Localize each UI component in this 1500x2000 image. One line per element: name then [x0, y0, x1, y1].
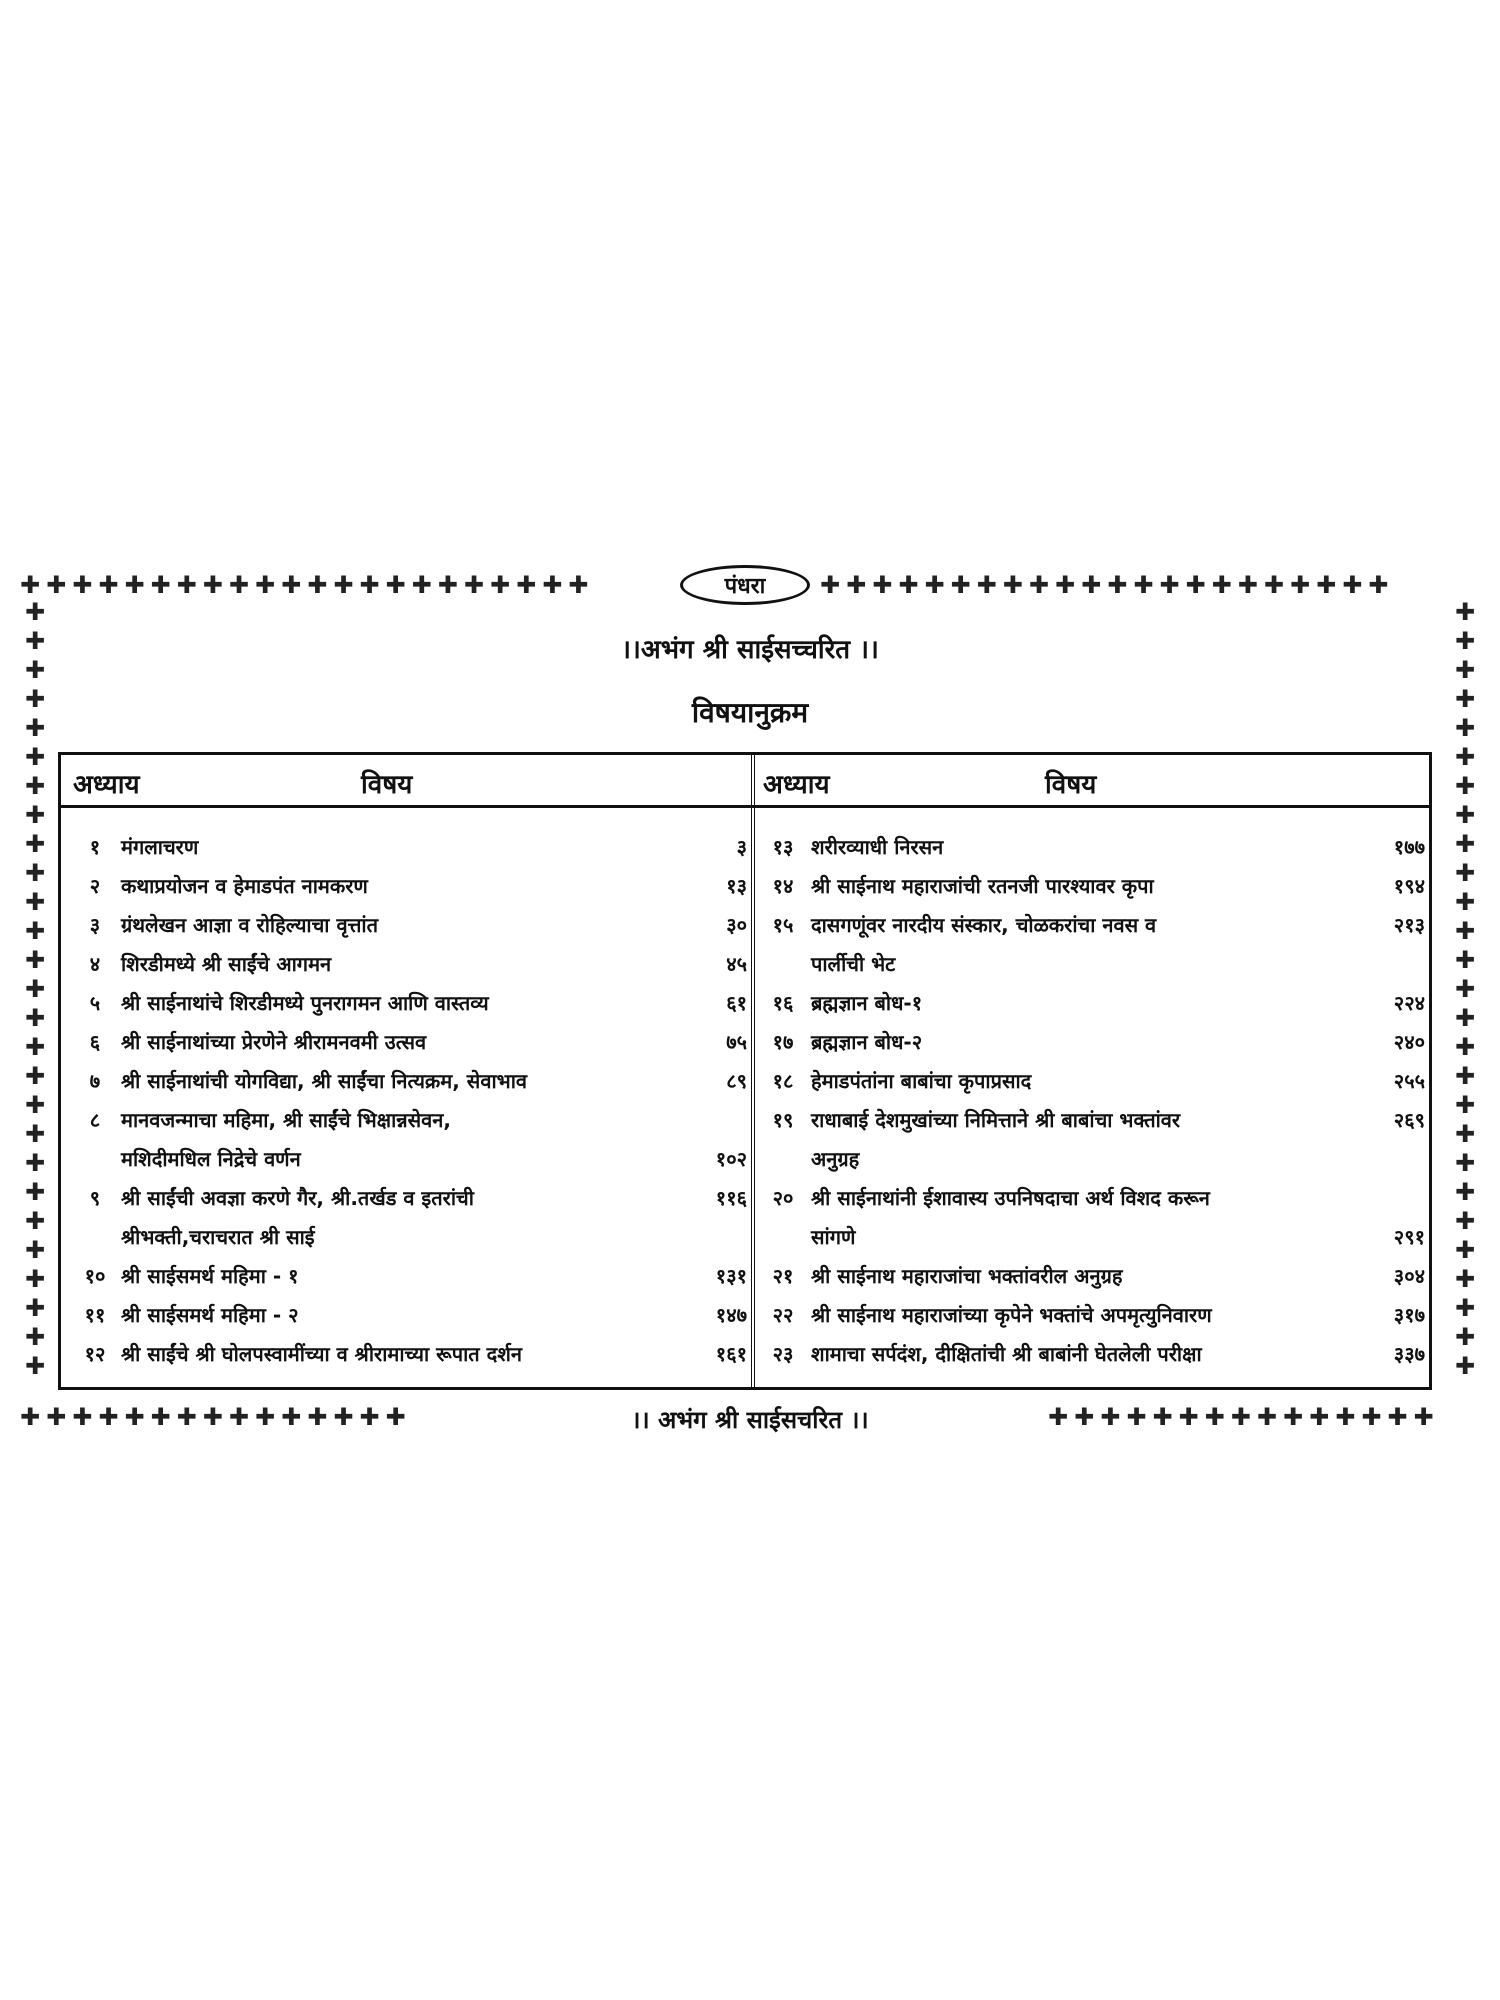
chapter-title: शिरडीमध्ये श्री साईंचे आगमन — [121, 952, 332, 976]
chapter-title: मंगलाचरण — [121, 835, 199, 859]
page-number: ३०४ — [1393, 1264, 1425, 1288]
page-number: ३ — [736, 835, 747, 859]
page-number: २१३ — [1393, 913, 1425, 937]
chapter-number: २ — [89, 874, 101, 898]
page-number: ३० — [726, 913, 747, 937]
chapter-title: राधाबाई देशमुखांच्या निमित्ताने श्री बाबांचा भक्तांवर — [811, 1108, 1181, 1132]
chapter-number: १२ — [84, 1342, 106, 1366]
chapter-number: १७ — [772, 1030, 794, 1054]
toc-entry — [61, 1254, 755, 1293]
subject-column-heading: विषय — [361, 770, 413, 800]
toc-entry — [61, 1332, 755, 1371]
chapter-title: ब्रह्मज्ञान बोध-१ — [811, 991, 923, 1015]
toc-entry — [61, 1293, 755, 1332]
subject-column-heading: विषय — [1045, 770, 1097, 800]
toc-entry — [61, 1020, 755, 1059]
chapter-number: १५ — [772, 913, 794, 937]
chapter-title: ग्रंथलेखन आज्ञा व रोहिल्याचा वृत्तांत — [121, 913, 378, 937]
chapter-number: १४ — [772, 874, 794, 898]
toc-entry — [61, 864, 755, 903]
chapter-number: ८ — [89, 1108, 101, 1132]
chapter-title-continuation: पार्लीची भेट — [811, 952, 896, 976]
left-column-header — [61, 755, 755, 808]
toc-entry — [755, 1020, 1429, 1059]
page-number: ११६ — [715, 1186, 747, 1210]
toc-entry — [61, 981, 755, 1020]
chapter-title: हेमाडपंतांना बाबांचा कृपाप्रसाद — [811, 1069, 1032, 1093]
toc-entry — [755, 1098, 1429, 1176]
chapter-title: दासगणूंवर नारदीय संस्कार, चोळकरांचा नवस व — [811, 913, 1157, 937]
chapter-title-continuation: सांगणे — [811, 1225, 856, 1249]
chapter-title: श्री साईनाथांची योगविद्या, श्री साईंचा नित्यक्रम, सेवाभाव — [121, 1069, 527, 1093]
page-number: २५५ — [1393, 1069, 1425, 1093]
page-number: ८९ — [726, 1069, 747, 1093]
chapter-title-continuation: मशिदीमधिल निद्रेचे वर्णन — [121, 1147, 301, 1171]
page-number: ७५ — [726, 1030, 747, 1054]
chapter-title-continuation: अनुग्रह — [811, 1147, 860, 1171]
chapter-number: ११ — [84, 1303, 106, 1327]
right-column-header — [755, 755, 1429, 808]
chapter-title: श्री साईनाथ महाराजांच्या कृपेने भक्तांचे अपमृत्युनिवारण — [811, 1303, 1212, 1327]
toc-entry — [755, 903, 1429, 981]
toc-entry — [755, 1176, 1429, 1254]
chapter-title: शामाचा सर्पदंश, दीक्षितांची श्री बाबांनी घेतलेली परीक्षा — [811, 1342, 1202, 1366]
page-number: १०२ — [715, 1147, 747, 1171]
chapter-title: श्री साईनाथांनी ईशावास्य उपनिषदाचा अर्थ विशद करून — [811, 1186, 1210, 1210]
page-number: २४० — [1393, 1030, 1425, 1054]
chapter-title: श्री साईंचे श्री घोलपस्वामींच्या व श्रीरामाच्या रूपात दर्शन — [121, 1342, 522, 1366]
chapter-number: ७ — [89, 1069, 101, 1093]
chapter-number: ५ — [89, 991, 101, 1015]
chapter-title: श्री साईनाथांच्या प्रेरणेने श्रीरामनवमी उत्सव — [121, 1030, 427, 1054]
chapter-number: २१ — [772, 1264, 794, 1288]
right-plus-border: ✚ ✚ ✚ ✚ ✚ ✚ ✚ ✚ ✚ ✚ ✚ ✚ ✚ ✚ ✚ ✚ ✚ ✚ ✚ ✚ ✚ ✚ ✚ ✚ ✚ ✚ ✚ — [1454, 598, 1476, 1380]
page-number: १६१ — [715, 1342, 747, 1366]
section-title: विषयानुक्रम — [691, 696, 809, 729]
toc-entry — [755, 1293, 1429, 1332]
toc-entry — [61, 903, 755, 942]
toc-entry — [61, 942, 755, 981]
left-entry-list — [61, 825, 755, 1371]
chapter-number: ६ — [89, 1030, 101, 1054]
bottom-right-plus-border: ✚✚✚✚✚✚✚✚✚✚✚✚✚✚✚ — [1048, 1404, 1440, 1430]
chapter-title: श्री साईंची अवज्ञा करणे गैर, श्री.तर्खड व इतरांची — [121, 1186, 474, 1210]
toc-entry — [755, 864, 1429, 903]
toc-table — [58, 752, 1432, 1390]
chapter-title: ब्रह्मज्ञान बोध-२ — [811, 1030, 923, 1054]
chapter-number: २० — [772, 1186, 794, 1210]
chapter-number: ४ — [89, 952, 101, 976]
chapter-number: ९ — [89, 1186, 101, 1210]
chapter-number: १९ — [772, 1108, 794, 1132]
page-number: ३३७ — [1393, 1342, 1425, 1366]
chapter-column-heading: अध्याय — [73, 770, 140, 800]
toc-entry — [61, 1098, 755, 1176]
left-plus-border: ✚ ✚ ✚ ✚ ✚ ✚ ✚ ✚ ✚ ✚ ✚ ✚ ✚ ✚ ✚ ✚ ✚ ✚ ✚ ✚ ✚ ✚ ✚ ✚ ✚ ✚ ✚ — [24, 598, 46, 1380]
page-number: २९१ — [1393, 1225, 1425, 1249]
toc-entry — [61, 1176, 755, 1254]
chapter-number: १ — [89, 835, 101, 859]
toc-right-column — [755, 755, 1429, 1387]
page-number: १३१ — [715, 1264, 747, 1288]
toc-entry — [61, 825, 755, 864]
chapter-title-continuation: श्रीभक्ती,चराचरात श्री साई — [121, 1225, 315, 1249]
chapter-number: २२ — [772, 1303, 794, 1327]
top-left-plus-border: ✚✚✚✚✚✚✚✚✚✚✚✚✚✚✚✚✚✚✚✚✚✚ — [20, 572, 595, 598]
page-number: १७७ — [1393, 835, 1425, 859]
page-number: १३ — [726, 874, 747, 898]
chapter-number: १३ — [772, 835, 794, 859]
chapter-number: ३ — [89, 913, 101, 937]
page-number: ६१ — [726, 991, 747, 1015]
page-number-badge: पंधरा — [680, 565, 810, 605]
page-number: २२४ — [1393, 991, 1425, 1015]
toc-entry — [61, 1059, 755, 1098]
chapter-number: १८ — [772, 1069, 794, 1093]
page-number: ४५ — [726, 952, 747, 976]
page-number: २६९ — [1393, 1108, 1425, 1132]
toc-left-column — [61, 755, 755, 1387]
bottom-left-plus-border: ✚✚✚✚✚✚✚✚✚✚✚✚✚✚✚ — [20, 1404, 412, 1430]
chapter-number: २३ — [772, 1342, 794, 1366]
footer-title: ।। अभंग श्री साईसचरित ।। — [631, 1406, 869, 1434]
toc-entry — [755, 1332, 1429, 1371]
right-entry-list — [755, 825, 1429, 1371]
chapter-title: मानवजन्माचा महिमा, श्री साईंचे भिक्षान्नसेवन, — [121, 1108, 451, 1132]
chapter-title: श्री साईनाथ महाराजांचा भक्तांवरील अनुग्रह — [811, 1264, 1123, 1288]
page-number: १९४ — [1393, 874, 1425, 898]
chapter-title: शरीरव्याधी निरसन — [811, 835, 944, 859]
chapter-number: १६ — [772, 991, 794, 1015]
chapter-title: श्री साईसमर्थ महिमा - १ — [121, 1264, 299, 1288]
toc-entry — [755, 1059, 1429, 1098]
toc-entry — [755, 1254, 1429, 1293]
chapter-title: श्री साईनाथांचे शिरडीमध्ये पुनरागमन आणि वास्तव्य — [121, 991, 489, 1015]
header-title: ।।अभंग श्री साईसच्चरित ।। — [621, 635, 879, 665]
toc-entry — [755, 825, 1429, 864]
chapter-number: १० — [84, 1264, 106, 1288]
chapter-title: कथाप्रयोजन व हेमाडपंत नामकरण — [121, 874, 368, 898]
page-number: ३१७ — [1393, 1303, 1425, 1327]
chapter-title: श्री साईसमर्थ महिमा - २ — [121, 1303, 299, 1327]
top-right-plus-border: ✚✚✚✚✚✚✚✚✚✚✚✚✚✚✚✚✚✚✚✚✚✚ — [820, 572, 1395, 598]
chapter-title: श्री साईनाथ महाराजांची रतनजी पारश्यावर कृपा — [811, 874, 1154, 898]
page-number: १४७ — [715, 1303, 747, 1327]
toc-entry — [755, 981, 1429, 1020]
chapter-column-heading: अध्याय — [763, 770, 830, 800]
